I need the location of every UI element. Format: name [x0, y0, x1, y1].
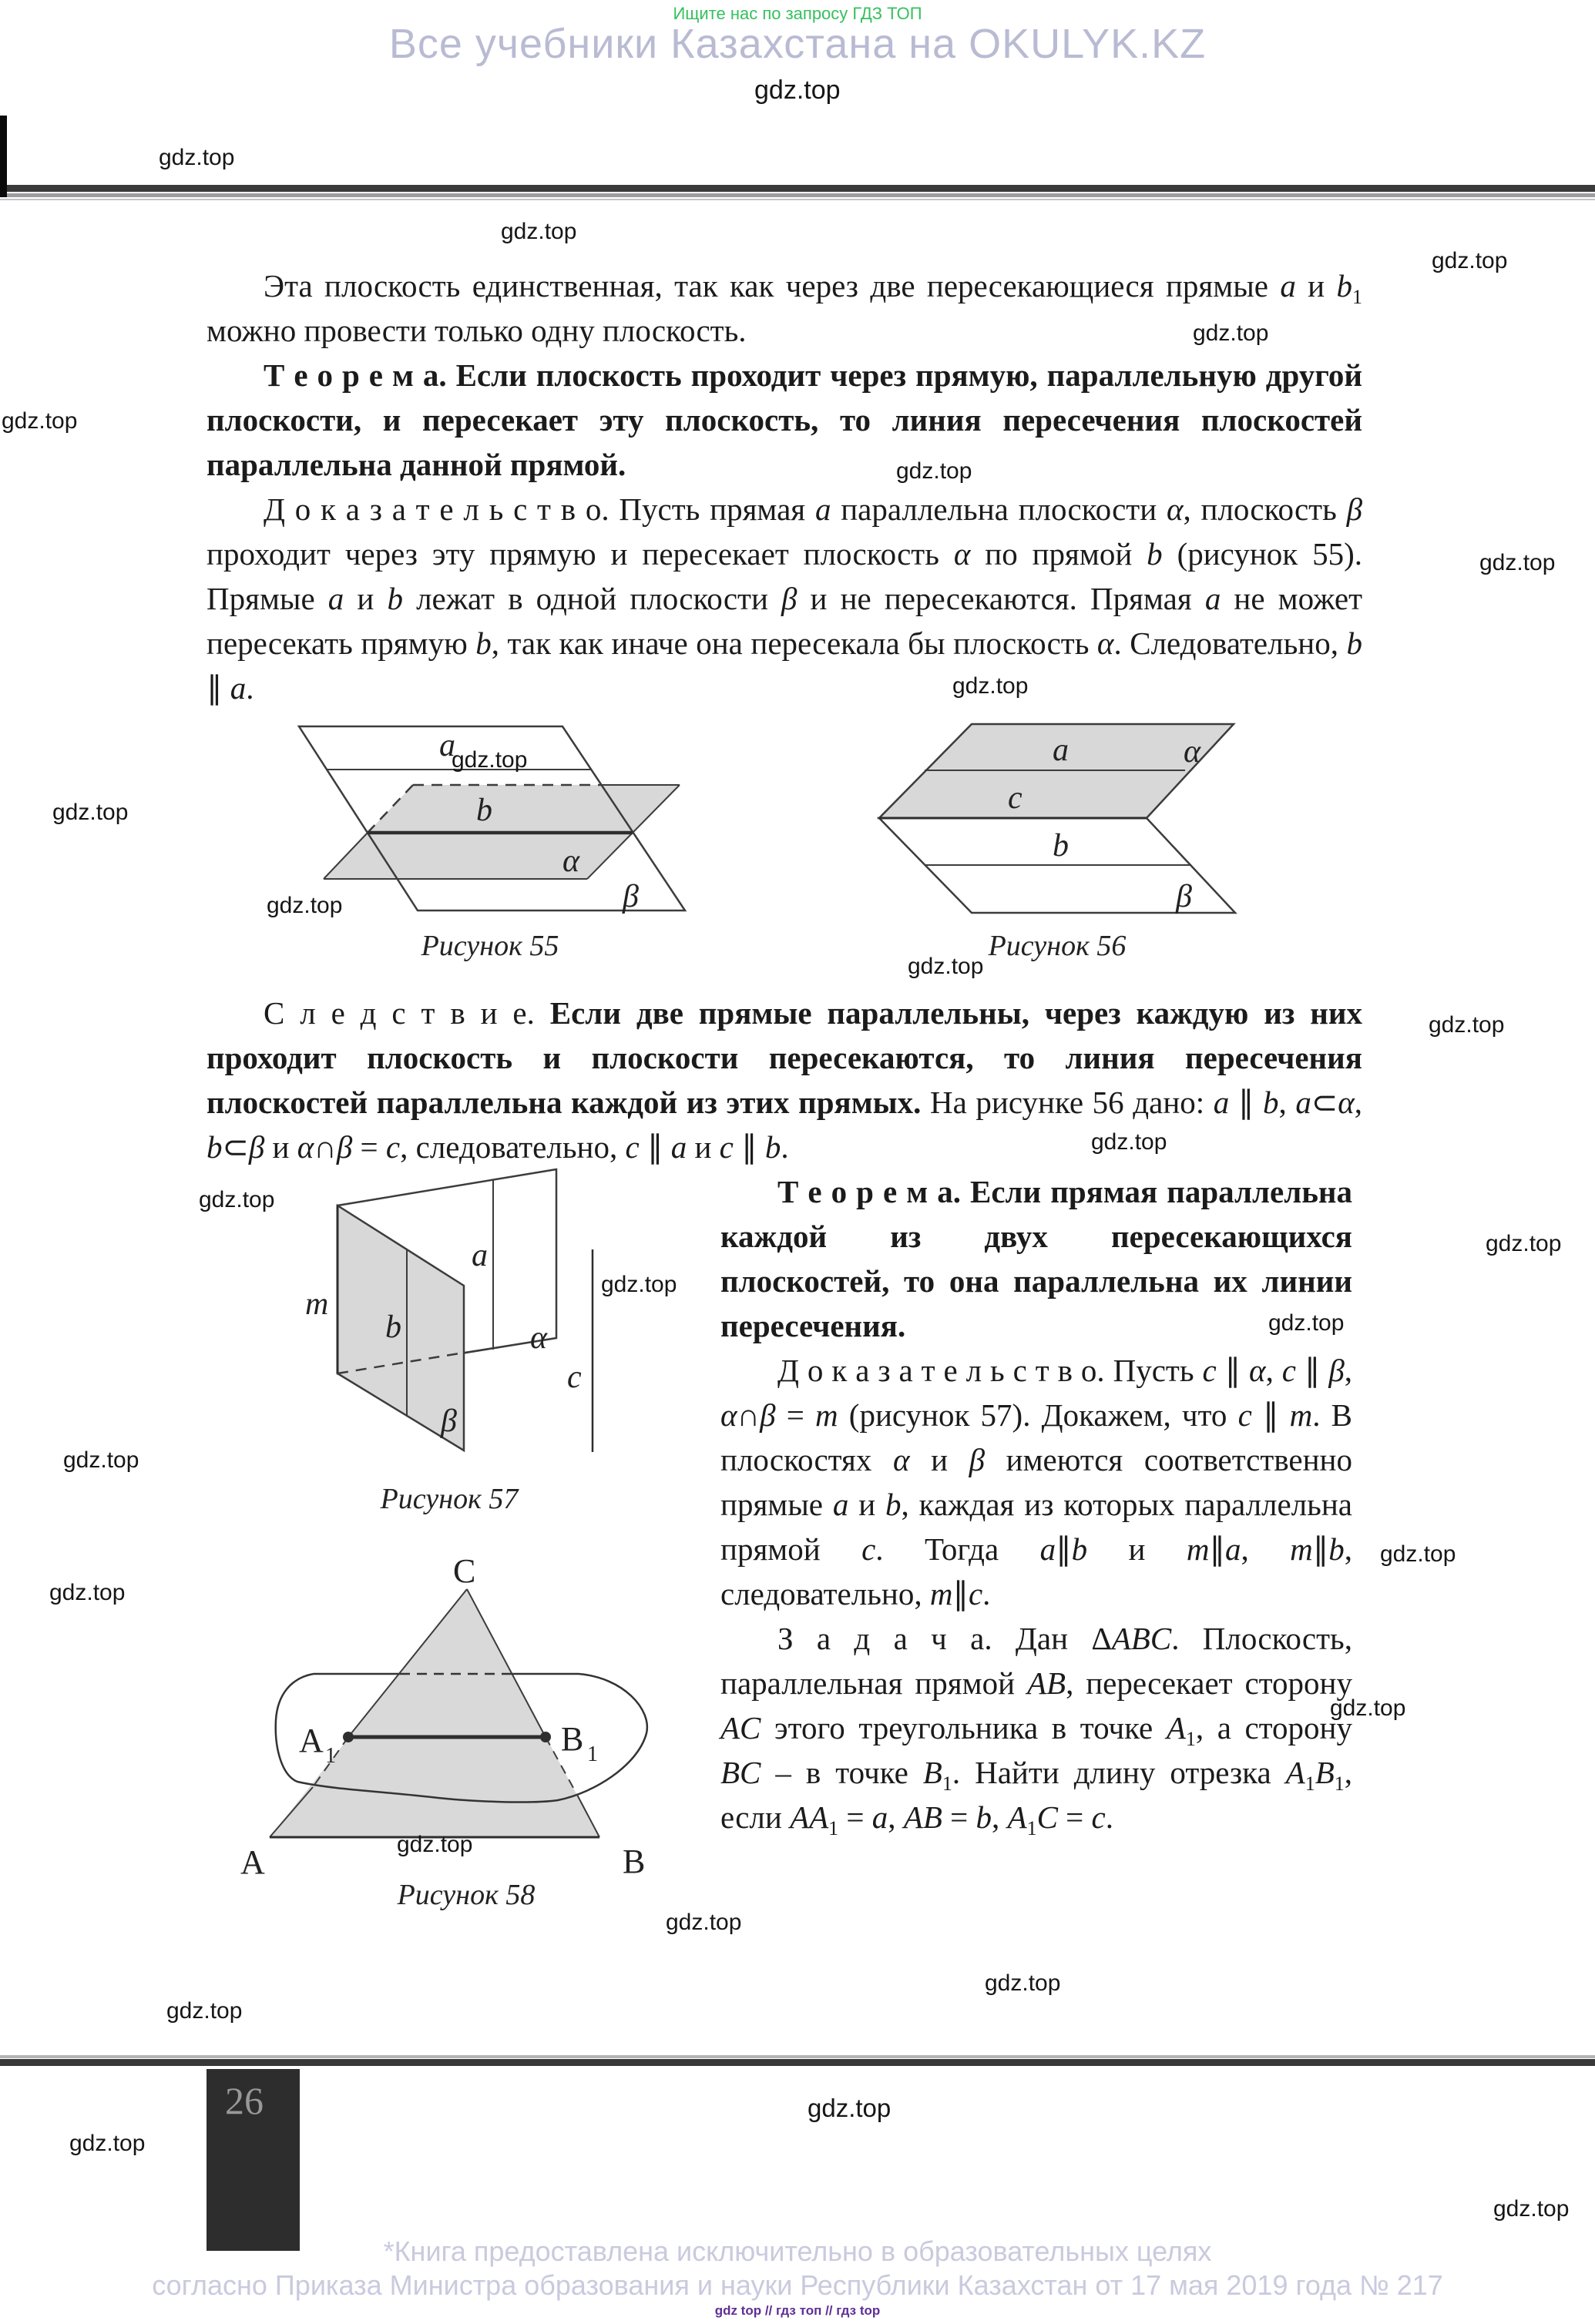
- watermark: gdz.top: [159, 145, 235, 170]
- label-beta: β: [441, 1403, 457, 1439]
- label-b: b: [385, 1310, 401, 1345]
- promo-line: Ищите нас по запросу ГДЗ ТОП: [673, 4, 922, 23]
- main-text-upper: [207, 263, 1362, 710]
- paragraph-problem: З а д а ч а. Дан ΔABC. Плоскость, параллельная прямой AB, пересекает сторону AC этого треугольника в точке $A_1$, а сторону BC – в точке $B_1$. Найти длину отрезка $A_1B_1$, если $AA_1 = a$, AB = b, $A_1C = c$.: [720, 1621, 1352, 1839]
- figure-56: [871, 705, 1271, 936]
- label-alpha: α: [530, 1320, 548, 1356]
- watermark: gdz.top: [69, 2131, 146, 2156]
- watermark: gdz.top: [501, 219, 577, 244]
- watermark: gdz.top: [896, 458, 972, 484]
- watermark: gdz.top: [952, 673, 1029, 699]
- figure-58-drawing: [208, 1556, 670, 1918]
- watermark: gdz.top: [908, 954, 984, 979]
- paragraph-theorem-1: Т е о р е м а. Если плоскость проходит через прямую, параллельную другой плоскости, и пересекает эту плоскость, то линия пересечения плоскостей параллельна данной прямой.: [207, 357, 1362, 482]
- point-A1: [343, 1732, 354, 1742]
- label-beta: β: [623, 879, 639, 914]
- watermark: gdz.top: [1268, 1310, 1345, 1336]
- bottom-double-rule: [0, 2055, 1595, 2066]
- site-banner: Все учебники Казахстана на OKULYK.KZ: [388, 21, 1207, 67]
- label-A1: A: [299, 1722, 324, 1759]
- watermark: gdz.top: [808, 2094, 892, 2122]
- figure-57-drawing: [270, 1163, 616, 1517]
- watermark: gdz.top: [666, 1910, 742, 1935]
- paragraph-corollary: С л е д с т в и е. Если две прямые параллельны, через каждую из них проходит плоскость и плоскости пересекаются, то линия пересечения плоскостей параллельна каждой из этих прямых. На рисунке 56 дано: a ∥ b, a⊂α, b⊂β и α∩β = c, следовательно, c ∥ a и c ∥ b.: [207, 995, 1363, 1165]
- watermark: gdz.top: [267, 893, 343, 918]
- watermark: gdz.top: [601, 1272, 677, 1297]
- figure-56-drawing: [871, 705, 1271, 936]
- watermark: gdz.top: [166, 1998, 243, 2024]
- watermark: gdz.top: [754, 75, 841, 105]
- paragraph-uniqueness: Эта плоскость единственная, так как через две пересекающиеся прямые a и $b_1$ можно провести только одну плоскость.: [207, 268, 1362, 348]
- watermark: gdz.top: [63, 1447, 139, 1473]
- paragraph-theorem-2: Т е о р е м а. Если прямая параллельна каждой из двух пересекающихся плоскостей, то она параллельна их линии пересечения.: [720, 1174, 1352, 1343]
- watermark: gdz.top: [1493, 2196, 1570, 2222]
- label-A1-sub: 1: [325, 1744, 336, 1768]
- figure-58-caption: Рисунок 58: [397, 1879, 536, 1911]
- label-beta: β: [1176, 879, 1192, 914]
- watermark: gdz.top: [1380, 1541, 1456, 1567]
- watermark: gdz.top: [1091, 1129, 1167, 1155]
- footer-disclaimer-line1: *Книга предоставлена исключительно в образовательных целях: [383, 2235, 1212, 2267]
- watermark: gdz.top: [1479, 550, 1556, 575]
- label-a: a: [439, 728, 455, 763]
- watermark: gdz.top: [49, 1580, 126, 1605]
- label-B: B: [623, 1843, 646, 1880]
- page-number: 26: [225, 2079, 264, 2122]
- watermark: gdz.top: [985, 1970, 1061, 1996]
- label-alpha: α: [1184, 734, 1201, 770]
- watermark: gdz.top: [1429, 1012, 1505, 1038]
- watermark: gdz.top: [1193, 320, 1269, 346]
- right-column-text: [720, 1169, 1352, 1839]
- figure-55: [223, 705, 724, 959]
- figure-57-caption: Рисунок 57: [380, 1483, 519, 1515]
- label-alpha: α: [562, 843, 580, 879]
- label-a: a: [472, 1238, 488, 1273]
- watermark: gdz.top: [1330, 1695, 1406, 1721]
- label-B1-sub: 1: [587, 1742, 598, 1766]
- label-C: C: [453, 1556, 476, 1590]
- watermark: gdz.top: [452, 747, 528, 773]
- footer-tiny-links: gdz top // гдз топ // гдз top: [714, 2303, 881, 2318]
- label-B1: B: [561, 1720, 584, 1758]
- footer-disclaimer-line2: согласно Приказа Министра образования и науки Республики Казахстан от 17 мая 2019 года № 217: [152, 2269, 1443, 2301]
- label-A: A: [240, 1843, 265, 1881]
- label-b: b: [476, 793, 492, 828]
- paragraph-proof-1: Д о к а з а т е л ь с т в о. Пусть прямая a параллельна плоскости α, плоскость β проходит через эту прямую и пересекает плоскость α по прямой b (рисунок 55). Прямые a и b лежат в одной плоскости β и не пересекаются. Прямая a не может пересекать прямую b, так как иначе она пересекала бы плоскость α. Следовательно, b ∥ a.: [207, 491, 1362, 706]
- label-b: b: [1053, 828, 1069, 864]
- scan-edge-artifact: [0, 116, 7, 197]
- label-c: c: [567, 1360, 582, 1395]
- watermark: gdz.top: [397, 1832, 473, 1857]
- watermark: gdz.top: [199, 1187, 275, 1212]
- watermark: gdz.top: [52, 800, 129, 825]
- watermark: gdz.top: [1486, 1231, 1562, 1256]
- paragraph-proof-2: Д о к а з а т е л ь с т в о. Пусть c ∥ α, c ∥ β, α∩β = m (рисунок 57). Докажем, что c ∥ m. В плоскостях α и β имеются соответственно прямые a и b, каждая из которых параллельна прямой c. Тогда a∥b и m∥a, m∥b, следовательно, m∥c.: [720, 1353, 1353, 1611]
- figure-56-caption: Рисунок 56: [988, 930, 1127, 962]
- figure-55-drawing: [223, 705, 724, 959]
- figure-55-caption: Рисунок 55: [421, 930, 559, 962]
- figure-57: [270, 1163, 616, 1517]
- watermark: gdz.top: [2, 408, 78, 434]
- point-B1: [540, 1732, 551, 1742]
- triangle-abc-fill: [270, 1589, 599, 1837]
- label-m: m: [305, 1286, 329, 1322]
- label-c: c: [1008, 780, 1022, 816]
- label-a: a: [1053, 733, 1069, 768]
- page-number-tab: [207, 2069, 300, 2251]
- main-text-corollary: [207, 991, 1362, 1169]
- figure-58: [208, 1556, 670, 1918]
- watermark: gdz.top: [1432, 248, 1508, 273]
- top-double-rule: [0, 185, 1595, 200]
